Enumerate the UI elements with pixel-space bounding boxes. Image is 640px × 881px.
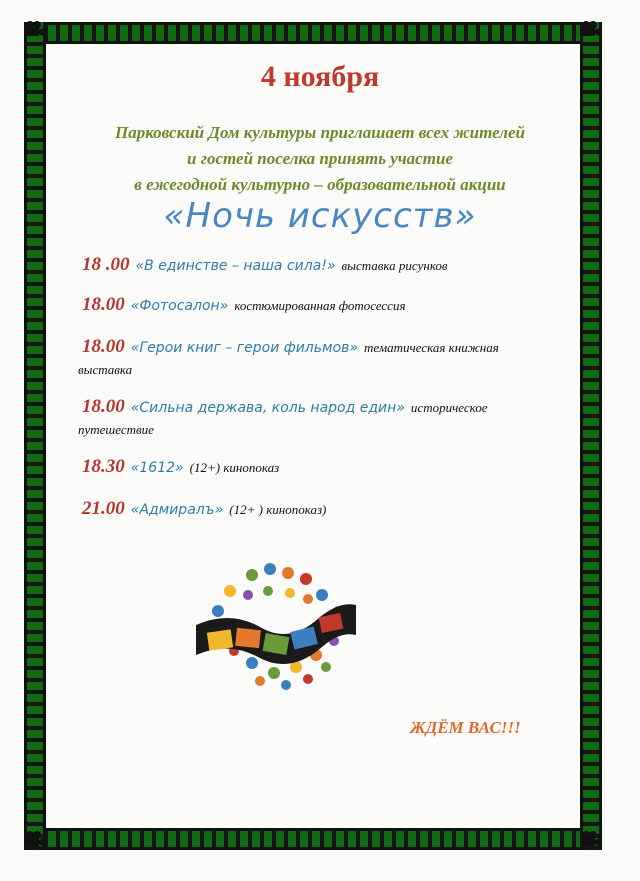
schedule-item [82,254,562,277]
schedule-item [78,336,562,381]
schedule-desc: костюмированная фотосессия [234,298,406,313]
film-camera-icon [580,20,600,38]
schedule-name: «Адмиралъ» [130,502,224,518]
film-camera-icon [24,20,44,38]
schedule-name: «1612» [130,460,184,476]
schedule-time: 18.00 [82,336,125,357]
invitation-line: Парковский Дом культуры приглашает всех жителей [114,123,525,142]
schedule-desc: (12+ ) кинопоказ) [229,502,327,517]
film-camera-icon [24,830,44,848]
film-strip-handprints-icon [190,555,360,695]
schedule-desc-continued: выставка [78,362,133,377]
schedule-desc: выставка рисунков [341,258,448,273]
schedule-desc-continued: путешествие [78,422,154,437]
schedule-item [82,456,562,479]
invitation-line: в ежегодной культурно – образовательной акции [134,175,506,194]
schedule-item [82,498,562,521]
film-frame-top [24,22,602,44]
schedule-desc: (12+) кинопоказ [189,460,280,475]
schedule-desc: историческое [410,400,488,415]
schedule-time: 18 .00 [82,254,130,275]
schedule-item [82,294,562,317]
schedule-name: «Фотосалон» [130,298,229,314]
invitation-text [0,120,640,198]
event-date: 4 ноября [260,60,380,93]
schedule-name: «В единстве – наша сила!» [135,258,336,274]
schedule-time: 18.30 [82,456,125,477]
invitation-line: и гостей поселка принять участие [187,149,453,168]
schedule-time: 18.00 [82,396,125,417]
schedule-name: «Сильна держава, коль народ един» [130,400,405,416]
schedule-desc: тематическая книжная [364,340,499,355]
schedule-name: «Герои книг – герои фильмов» [130,340,359,356]
film-camera-icon [580,830,600,848]
schedule-time: 18.00 [82,294,125,315]
closing-message: ЖДЁМ ВАС!!! [410,718,521,737]
schedule-item [78,396,562,441]
film-frame-bottom [24,828,602,850]
event-title: «Ночь искусств» [163,196,477,236]
schedule-time: 21.00 [82,498,125,519]
